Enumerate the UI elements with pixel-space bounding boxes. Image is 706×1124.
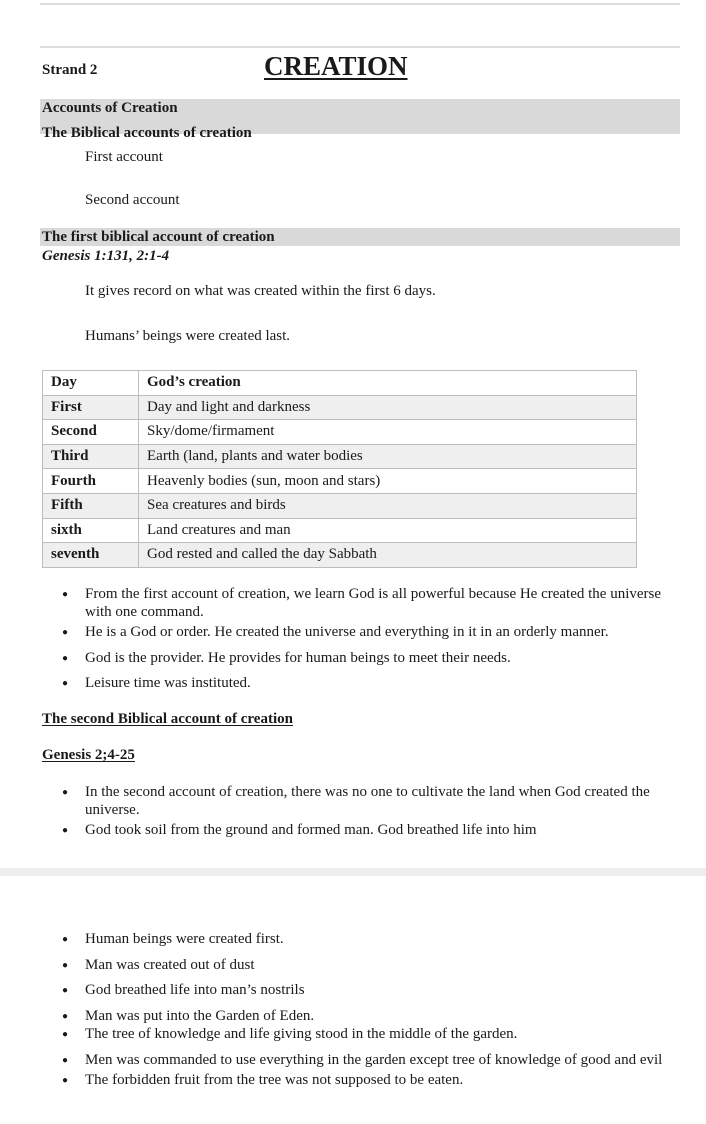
table-cell-creation: God rested and called the day Sabbath (139, 543, 637, 568)
table-cell-day: Fifth (43, 493, 139, 518)
table-row (43, 543, 637, 568)
section-heading-biblical-accounts: The Biblical accounts of creation (42, 125, 252, 141)
list-item: ● God took soil from the ground and formed man. God breathed life into him (60, 822, 660, 840)
table-cell-day: seventh (43, 543, 139, 568)
table-cell-creation: Sky/dome/firmament (139, 420, 637, 445)
table-cell-day: Fourth (43, 469, 139, 494)
table-cell-creation: Sea creatures and birds (139, 493, 637, 518)
strand-label: Strand 2 (42, 62, 98, 78)
table-header-cell: Day (43, 371, 139, 396)
second-account-item: Second account (85, 192, 180, 208)
table-cell-day: First (43, 395, 139, 420)
section-heading-second-account: The second Biblical account of creation (42, 711, 293, 727)
table-cell-day: Second (43, 420, 139, 445)
table-row (43, 395, 637, 420)
table-cell-creation: Day and light and darkness (139, 395, 637, 420)
table-cell-creation: Earth (land, plants and water bodies (139, 444, 637, 469)
top-rule (40, 3, 680, 5)
list-item: ● Leisure time was instituted. (60, 675, 680, 693)
scripture-reference: Genesis 2;4-25 (42, 747, 135, 763)
lessons-list (60, 586, 680, 693)
list-item: ● The tree of knowledge and life giving stood in the middle of the garden. (60, 1026, 680, 1044)
list-item: ● In the second account of creation, there was no one to cultivate the land when God created the universe. (60, 784, 660, 819)
scripture-reference: Genesis 1:131, 2:1-4 (42, 248, 170, 264)
second-account-details-list (60, 931, 680, 1090)
paragraph: It gives record on what was created within the first 6 days. (85, 283, 436, 299)
list-item: ● Man was created out of dust (60, 957, 680, 975)
creation-days-table (42, 370, 637, 568)
table-row (43, 518, 637, 543)
paragraph: Humans’ beings were created last. (85, 328, 291, 344)
page-title: CREATION (264, 51, 408, 81)
table-row (43, 444, 637, 469)
list-item: ● He is a God or order. He created the universe and everything in it in an orderly manner. (60, 624, 680, 642)
list-item: ● God is the provider. He provides for human beings to meet their needs. (60, 650, 680, 668)
list-item: ● From the first account of creation, we learn God is all powerful because He created the universe with one command. (60, 586, 680, 621)
list-item: ● Men was commanded to use everything in the garden except tree of knowledge of good and evil (60, 1052, 680, 1070)
section-heading-first-account: The first biblical account of creation (42, 229, 275, 245)
table-header-cell: God’s creation (139, 371, 637, 396)
table-row (43, 493, 637, 518)
table-header-row (43, 371, 637, 396)
list-item: ● God breathed life into man’s nostrils (60, 982, 680, 1000)
list-item: ● Human beings were created first. (60, 931, 680, 949)
first-account-item: First account (85, 149, 163, 165)
section-heading-accounts: Accounts of Creation (42, 100, 178, 116)
list-item: ● The forbidden fruit from the tree was not supposed to be eaten. (60, 1072, 680, 1090)
table-cell-day: Third (43, 444, 139, 469)
table-row (43, 420, 637, 445)
table-cell-day: sixth (43, 518, 139, 543)
list-item: ● Man was put into the Garden of Eden. (60, 1008, 680, 1026)
second-account-list (60, 784, 660, 840)
page-break (0, 868, 706, 876)
header-rule (40, 46, 680, 48)
table-row (43, 469, 637, 494)
table-cell-creation: Land creatures and man (139, 518, 637, 543)
table-cell-creation: Heavenly bodies (sun, moon and stars) (139, 469, 637, 494)
